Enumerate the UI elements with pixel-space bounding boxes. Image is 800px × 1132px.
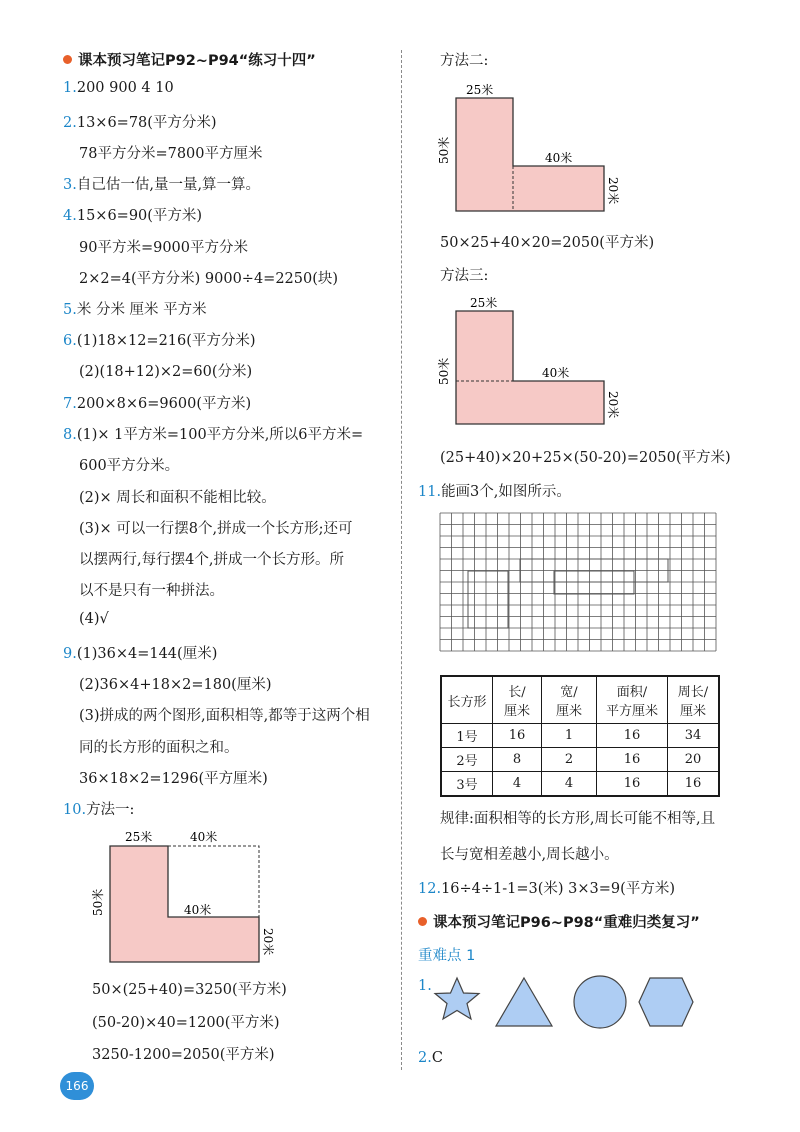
answer-line — [79, 611, 109, 627]
method-2-calc: 50×25+40×20=2050(平方米) — [440, 235, 655, 251]
answer-text: 36×18×2=1296(平方厘米) — [79, 771, 268, 787]
q1-number: 1. — [418, 978, 432, 994]
table-row: 1号 16 1 16 34 — [441, 724, 719, 748]
fig1-fill-b — [168, 917, 259, 962]
section-title-1: 课本预习笔记P92~P94“练习十四” — [63, 49, 316, 70]
answer-text: (2)(18+12)×2=60(分米) — [79, 364, 253, 380]
answer-text: 以摆两行,每行摆4个,拼成一个长方形。所 — [79, 552, 344, 568]
fig3-fill-a — [456, 311, 513, 424]
question-number: 9. — [63, 646, 77, 662]
answer-line — [79, 673, 271, 694]
answer-line — [63, 798, 134, 819]
rectangle-table — [440, 675, 720, 797]
grid-rect-1 — [468, 571, 508, 628]
question-number: 7. — [63, 396, 77, 412]
method-2-label: 方法二: — [440, 53, 489, 69]
answer-line — [63, 423, 363, 444]
column-divider — [401, 50, 402, 1070]
orange-dot-icon — [418, 917, 427, 926]
q11-text: 能画3个,如图所示。 — [441, 484, 571, 500]
answer-text: 自己估一估,量一量,算一算。 — [76, 177, 261, 193]
table-header-cell: 宽/ 厘米 — [542, 676, 597, 724]
table-header-cell: 周长/ 厘米 — [668, 676, 720, 724]
answer-line — [63, 204, 202, 225]
figure-method-1 — [80, 826, 300, 968]
key-point-heading: 重难点 1 — [418, 948, 476, 964]
answer-line — [63, 392, 251, 413]
circle-icon — [574, 976, 626, 1028]
answer-text: (4)√ — [79, 611, 109, 627]
answer-text: 78平方分米=7800平方厘米 — [79, 146, 263, 162]
q2-text: C — [431, 1050, 443, 1066]
answer-line — [79, 236, 248, 257]
fig2-label-right: 20米 — [606, 177, 620, 205]
answer-text: 方法一: — [86, 802, 135, 818]
table-header-cell: 面积/ 平方厘米 — [597, 676, 668, 724]
question-number: 8. — [63, 427, 77, 443]
fig2-fill-a — [456, 98, 513, 211]
question-number: 4. — [63, 208, 77, 224]
figure-method-3 — [430, 293, 630, 433]
answer-text: (3)× 可以一行摆8个,拼成一个长方形;还可 — [79, 521, 353, 537]
answer-text: (1)× 1平方米=100平方分米,所以6平方米= — [76, 427, 364, 443]
answer-text: 600平方分米。 — [79, 458, 180, 474]
answer-text: 13×6=78(平方分米) — [76, 115, 217, 131]
fig3-label-left: 50米 — [437, 357, 451, 385]
answer-text: (3)拼成的两个图形,面积相等,都等于这两个相 — [79, 708, 370, 724]
answer-line — [79, 517, 353, 538]
q11-number: 11. — [418, 484, 442, 500]
question-number: 3. — [63, 177, 77, 193]
question-number: 2. — [63, 115, 77, 131]
table-header-cell: 长方形 — [441, 676, 493, 724]
answer-line — [79, 142, 263, 163]
calc-line-3: 3250-1200=2050(平方米) — [92, 1047, 275, 1063]
fig2-label-top: 25米 — [466, 83, 494, 97]
table-row: 3号 4 4 16 16 — [441, 772, 719, 797]
answer-line — [79, 267, 338, 288]
shapes-row — [428, 974, 698, 1034]
fig1-label-right: 20米 — [261, 928, 275, 956]
fig1-dashed — [168, 846, 259, 917]
answer-text: 15×6=90(平方米) — [76, 208, 203, 224]
star-icon — [435, 978, 479, 1019]
answer-text: 同的长方形的面积之和。 — [79, 740, 239, 756]
table-row: 2号 8 2 16 20 — [441, 748, 719, 772]
answer-line — [79, 486, 276, 507]
method-3-label: 方法三: — [440, 268, 489, 284]
answer-line — [79, 704, 370, 725]
fig1-fill-a — [110, 846, 168, 962]
fig2-label-mid: 40米 — [545, 151, 573, 165]
question-11 — [418, 480, 571, 501]
q12-number: 12. — [418, 881, 442, 897]
answer-line — [63, 80, 174, 96]
answer-line — [79, 579, 224, 600]
answer-line — [63, 298, 207, 319]
fig3-fill-b — [513, 381, 604, 424]
q2-number: 2. — [418, 1050, 432, 1066]
fig2-fill-b — [513, 166, 604, 211]
triangle-icon — [496, 978, 552, 1026]
answer-text: (1)18×12=216(平方分米) — [76, 333, 256, 349]
orange-dot-icon — [63, 55, 72, 64]
fig3-label-right: 20米 — [606, 391, 620, 419]
q12-text: 16÷4÷1-1=3(米) 3×3=9(平方米) — [441, 881, 675, 897]
section-title-2: 课本预习笔记P96~P98“重难归类复习” — [418, 911, 700, 932]
hexagon-icon — [639, 978, 693, 1026]
answer-line — [79, 360, 252, 381]
question-number: 6. — [63, 333, 77, 349]
grid-figure — [438, 511, 728, 661]
rule-line-2: 长与宽相差越小,周长越小。 — [440, 847, 619, 863]
answer-text: 200×8×6=9600(平方米) — [76, 396, 252, 412]
table-header-cell: 长/ 厘米 — [493, 676, 542, 724]
answer-text: (2)× 周长和面积不能相比较。 — [79, 490, 276, 506]
answer-line — [79, 767, 268, 788]
fig1-label-top-right: 40米 — [190, 830, 218, 844]
answer-text: (1)36×4=144(厘米) — [76, 646, 218, 662]
fig3-label-mid: 40米 — [542, 366, 570, 380]
question-2 — [418, 1050, 443, 1066]
fig3-label-top: 25米 — [470, 296, 498, 310]
answer-text: 200 900 4 10 — [76, 80, 174, 96]
figure-method-2 — [430, 80, 630, 215]
answer-line — [63, 173, 260, 194]
fig1-label-top-left: 25米 — [125, 830, 153, 844]
fig2-label-left: 50米 — [437, 136, 451, 164]
fig1-label-left: 50米 — [91, 888, 105, 916]
answer-line — [79, 454, 179, 475]
page-number-badge: 166 — [60, 1072, 94, 1100]
answer-line — [63, 329, 256, 350]
answer-line — [79, 548, 344, 569]
answer-text: 米 分米 厘米 平方米 — [76, 302, 207, 318]
answer-text: 以不是只有一种拼法。 — [79, 583, 224, 599]
calc-line-2: (50-20)×40=1200(平方米) — [92, 1015, 280, 1031]
answer-text: 90平方米=9000平方分米 — [79, 240, 249, 256]
question-12 — [418, 877, 675, 898]
fig1-label-mid: 40米 — [184, 903, 212, 917]
method-3-calc: (25+40)×20+25×(50-20)=2050(平方米) — [440, 450, 731, 466]
question-number: 5. — [63, 302, 77, 318]
answer-line — [79, 736, 239, 757]
rule-line-1: 规律:面积相等的长方形,周长可能不相等,且 — [440, 811, 716, 827]
calc-line-1: 50×(25+40)=3250(平方米) — [92, 982, 287, 998]
table-header-row — [441, 676, 719, 724]
question-number: 10. — [63, 802, 87, 818]
answer-text: (2)36×4+18×2=180(厘米) — [79, 677, 272, 693]
answer-text: 2×2=4(平方分米) 9000÷4=2250(块) — [79, 271, 339, 287]
answer-line — [63, 642, 217, 663]
answer-line — [63, 111, 217, 132]
question-number: 1. — [63, 80, 77, 96]
